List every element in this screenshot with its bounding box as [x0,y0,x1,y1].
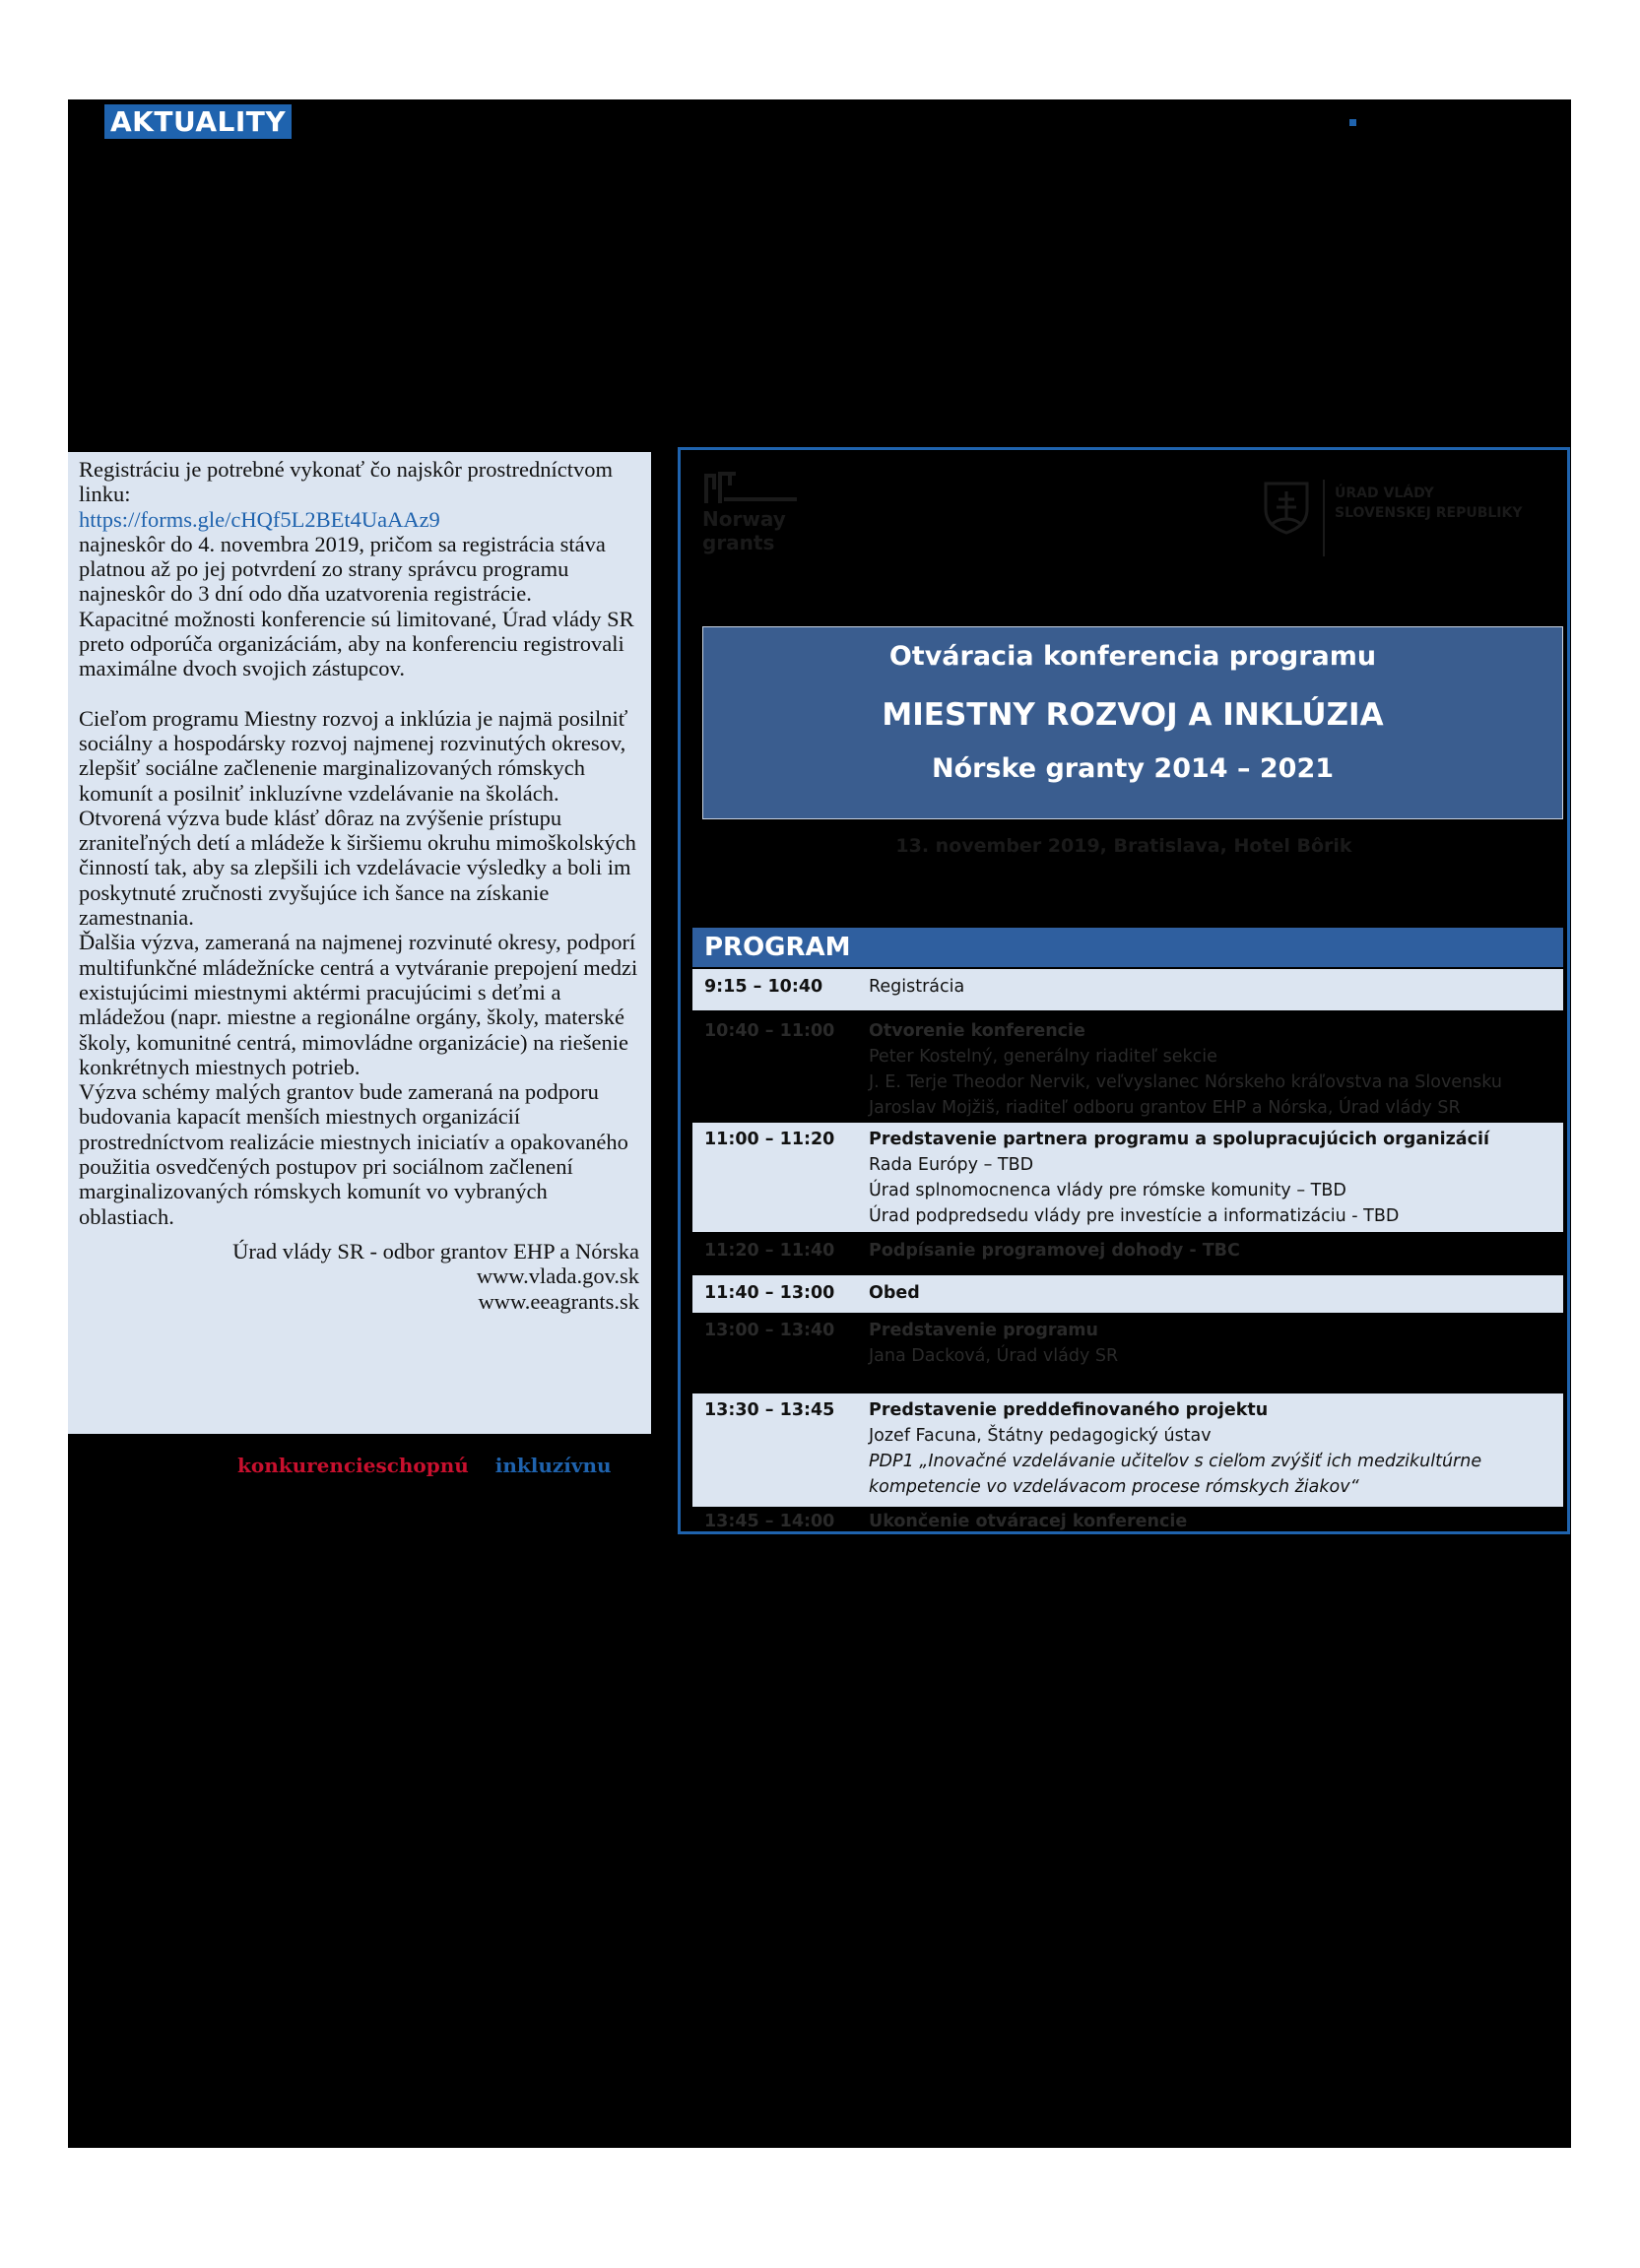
conference-date-venue: 13. november 2019, Bratislava, Hotel Bôrik [895,835,1352,857]
decorative-dot [1349,119,1356,126]
slovak-coat-of-arms-icon [1262,480,1311,535]
next-call-paragraph: Ďalšia výzva, zameraná na najmenej rozvinuté okresy, podporí multifunkčné mládežnícke centrá a vytváranie prepojení medzi existujúcimi miestnymi aktérmi pracujúcimi s deťmi a mládežou (napr. miestne a regionálne orgány, školy, materské školy, komunitné centrá, mimovládne organizácie) na riešenie konkrétnych miestnych potrieb. [79,930,638,1079]
schedule-title: Podpísanie programovej dohody - TBC [869,1241,1240,1261]
schedule-row [692,1313,1563,1390]
norway-grants-logo [702,470,811,558]
small-grants-paragraph: Výzva schémy malých grantov bude zameraná na podporu budovania kapacít menších miestnych organizácií prostredníctvom realizácie miestnych iniciatív a opakovaného použitia osvedčených postupov pri sociálnom začlenení marginalizovaných rómskych komunít vo vybraných oblastiach. [79,1079,628,1229]
conference-title-box [702,626,1563,819]
schedule-time: 9:15 – 10:40 [704,977,823,997]
conference-title: Otváracia konferencia programu [888,641,1377,672]
schedule-time: 11:40 – 13:00 [704,1283,835,1303]
program-header: PROGRAM [692,928,1563,967]
schedule-row [692,1275,1563,1313]
schedule-time: 13:00 – 13:40 [704,1321,835,1340]
schedule-speaker: Jozef Facuna, Štátny pedagogický ústav [869,1426,1212,1446]
schedule-time: 11:00 – 11:20 [704,1130,835,1149]
registration-link[interactable]: https://forms.gle/cHQf5L2BEt4UaAAz9 [79,506,440,532]
section-badge: AKTUALITY [104,104,292,139]
schedule-speaker: Úrad splnomocnenca vlády pre rómske komunity – TBD [869,1181,1346,1200]
keyword-inclusive: inkluzívnu [494,1454,612,1477]
schedule-title: Predstavenie partnera programu a spolupracujúcich organizácií [869,1130,1489,1149]
schedule-row [692,969,1563,1010]
keyword-competitive: konkurencieschopnú [237,1454,469,1477]
article-text-column [68,452,651,1434]
schedule-title: Ukončenie otváracej konferencie [869,1512,1188,1531]
registration-paragraph: Registráciu je potrebné vykonať čo najskôr prostredníctvom linku: [79,457,613,507]
norway-grants-mark-icon [702,470,801,505]
schedule-project-title: PDP1 „Inovačné vzdelávanie učiteľov s cieľom zvýšiť ich medzikultúrne [869,1452,1482,1471]
schedule-time: 11:20 – 11:40 [704,1241,835,1261]
conference-invitation [678,447,1570,1534]
schedule-speaker: Úrad podpredsedu vlády pre investície a informatizáciu - TBD [869,1206,1400,1226]
schedule-time: 13:45 – 14:00 [704,1512,835,1531]
open-call-paragraph: Otvorená výzva bude klásť dôraz na zvýšenie prístupu zraniteľných detí a mládeže k širšiemu okruhu mimoškolských činností tak, aby sa zlepšili ich vzdelávacie výsledky a boli im poskytnuté zručnosti zvyšujúce ich šance na získanie zamestnania. [79,805,636,931]
signature-web-vlada[interactable]: www.vlada.gov.sk [476,1264,639,1289]
schedule-time: 13:30 – 13:45 [704,1400,835,1420]
logo-divider [1323,480,1325,556]
registration-deadline-paragraph: najneskôr do 4. novembra 2019, pričom sa registrácia stáva platnou až po jej potvrdení zo strany správcu programu najneskôr do 3 dní odo dňa uzatvorenia registrácie. [79,531,606,607]
government-office-logo [1262,480,1557,558]
keyword-tags [237,1454,612,1477]
schedule-row [692,1014,1563,1123]
schedule-speaker: Rada Európy – TBD [869,1155,1034,1175]
schedule-row [692,1393,1563,1507]
schedule-title: Otvorenie konferencie [869,1021,1085,1041]
gov-logo-line2: SLOVENSKEJ REPUBLIKY [1335,505,1523,521]
schedule-speaker: J. E. Terje Theodor Nervik, veľvyslanec Nórskeho kráľovstva na Slovensku [869,1072,1502,1092]
schedule-title: Registrácia [869,977,965,997]
capacity-paragraph: Kapacitné možnosti konferencie sú limitované, Úrad vlády SR preto odporúča organizáciám, aby na konferenciu registrovali maximálne dvoch svojich zástupcov. [79,606,634,681]
schedule-time: 10:40 – 11:00 [704,1021,835,1041]
schedule-row [692,1234,1563,1271]
schedule-row [692,1509,1563,1534]
signature-office: Úrad vlády SR - odbor grantov EHP a Nórska [232,1238,639,1264]
schedule-speaker: Jaroslav Mojžiš, riaditeľ odboru grantov EHP a Nórska, Úrad vlády SR [869,1098,1461,1118]
schedule-speaker: Jana Dacková, Úrad vlády SR [869,1346,1119,1366]
article-signature [79,1239,639,1314]
conference-program-name: MIESTNY ROZVOJ A INKLÚZIA [882,697,1384,733]
schedule-title: Predstavenie preddefinovaného projektu [869,1400,1269,1420]
schedule-title: Predstavenie programu [869,1321,1098,1340]
conference-grants-period: Nórske granty 2014 – 2021 [931,753,1335,784]
program-goal-paragraph: Cieľom programu Miestny rozvoj a inklúzia je najmä posilniť sociálny a hospodársky rozvoj najmenej rozvinutých okresov, zlepšiť sociálne začlenenie marginalizovaných rómskych komunít a posilniť inkluzívne vzdelávanie na školách. [79,705,628,806]
schedule-title: Obed [869,1283,920,1303]
norway-logo-line1: Norway [702,507,786,531]
schedule-speaker: Peter Kostelný, generálny riaditeľ sekcie [869,1047,1217,1067]
gov-logo-line1: ÚRAD VLÁDY [1335,486,1434,501]
page-background [68,99,1571,2148]
schedule-row [692,1123,1563,1232]
norway-logo-line2: grants [702,531,775,554]
signature-web-eeagrants[interactable]: www.eeagrants.sk [478,1288,639,1314]
schedule-project-title: kompetencie vo vzdelávacom procese rómskych žiakov“ [869,1477,1359,1497]
